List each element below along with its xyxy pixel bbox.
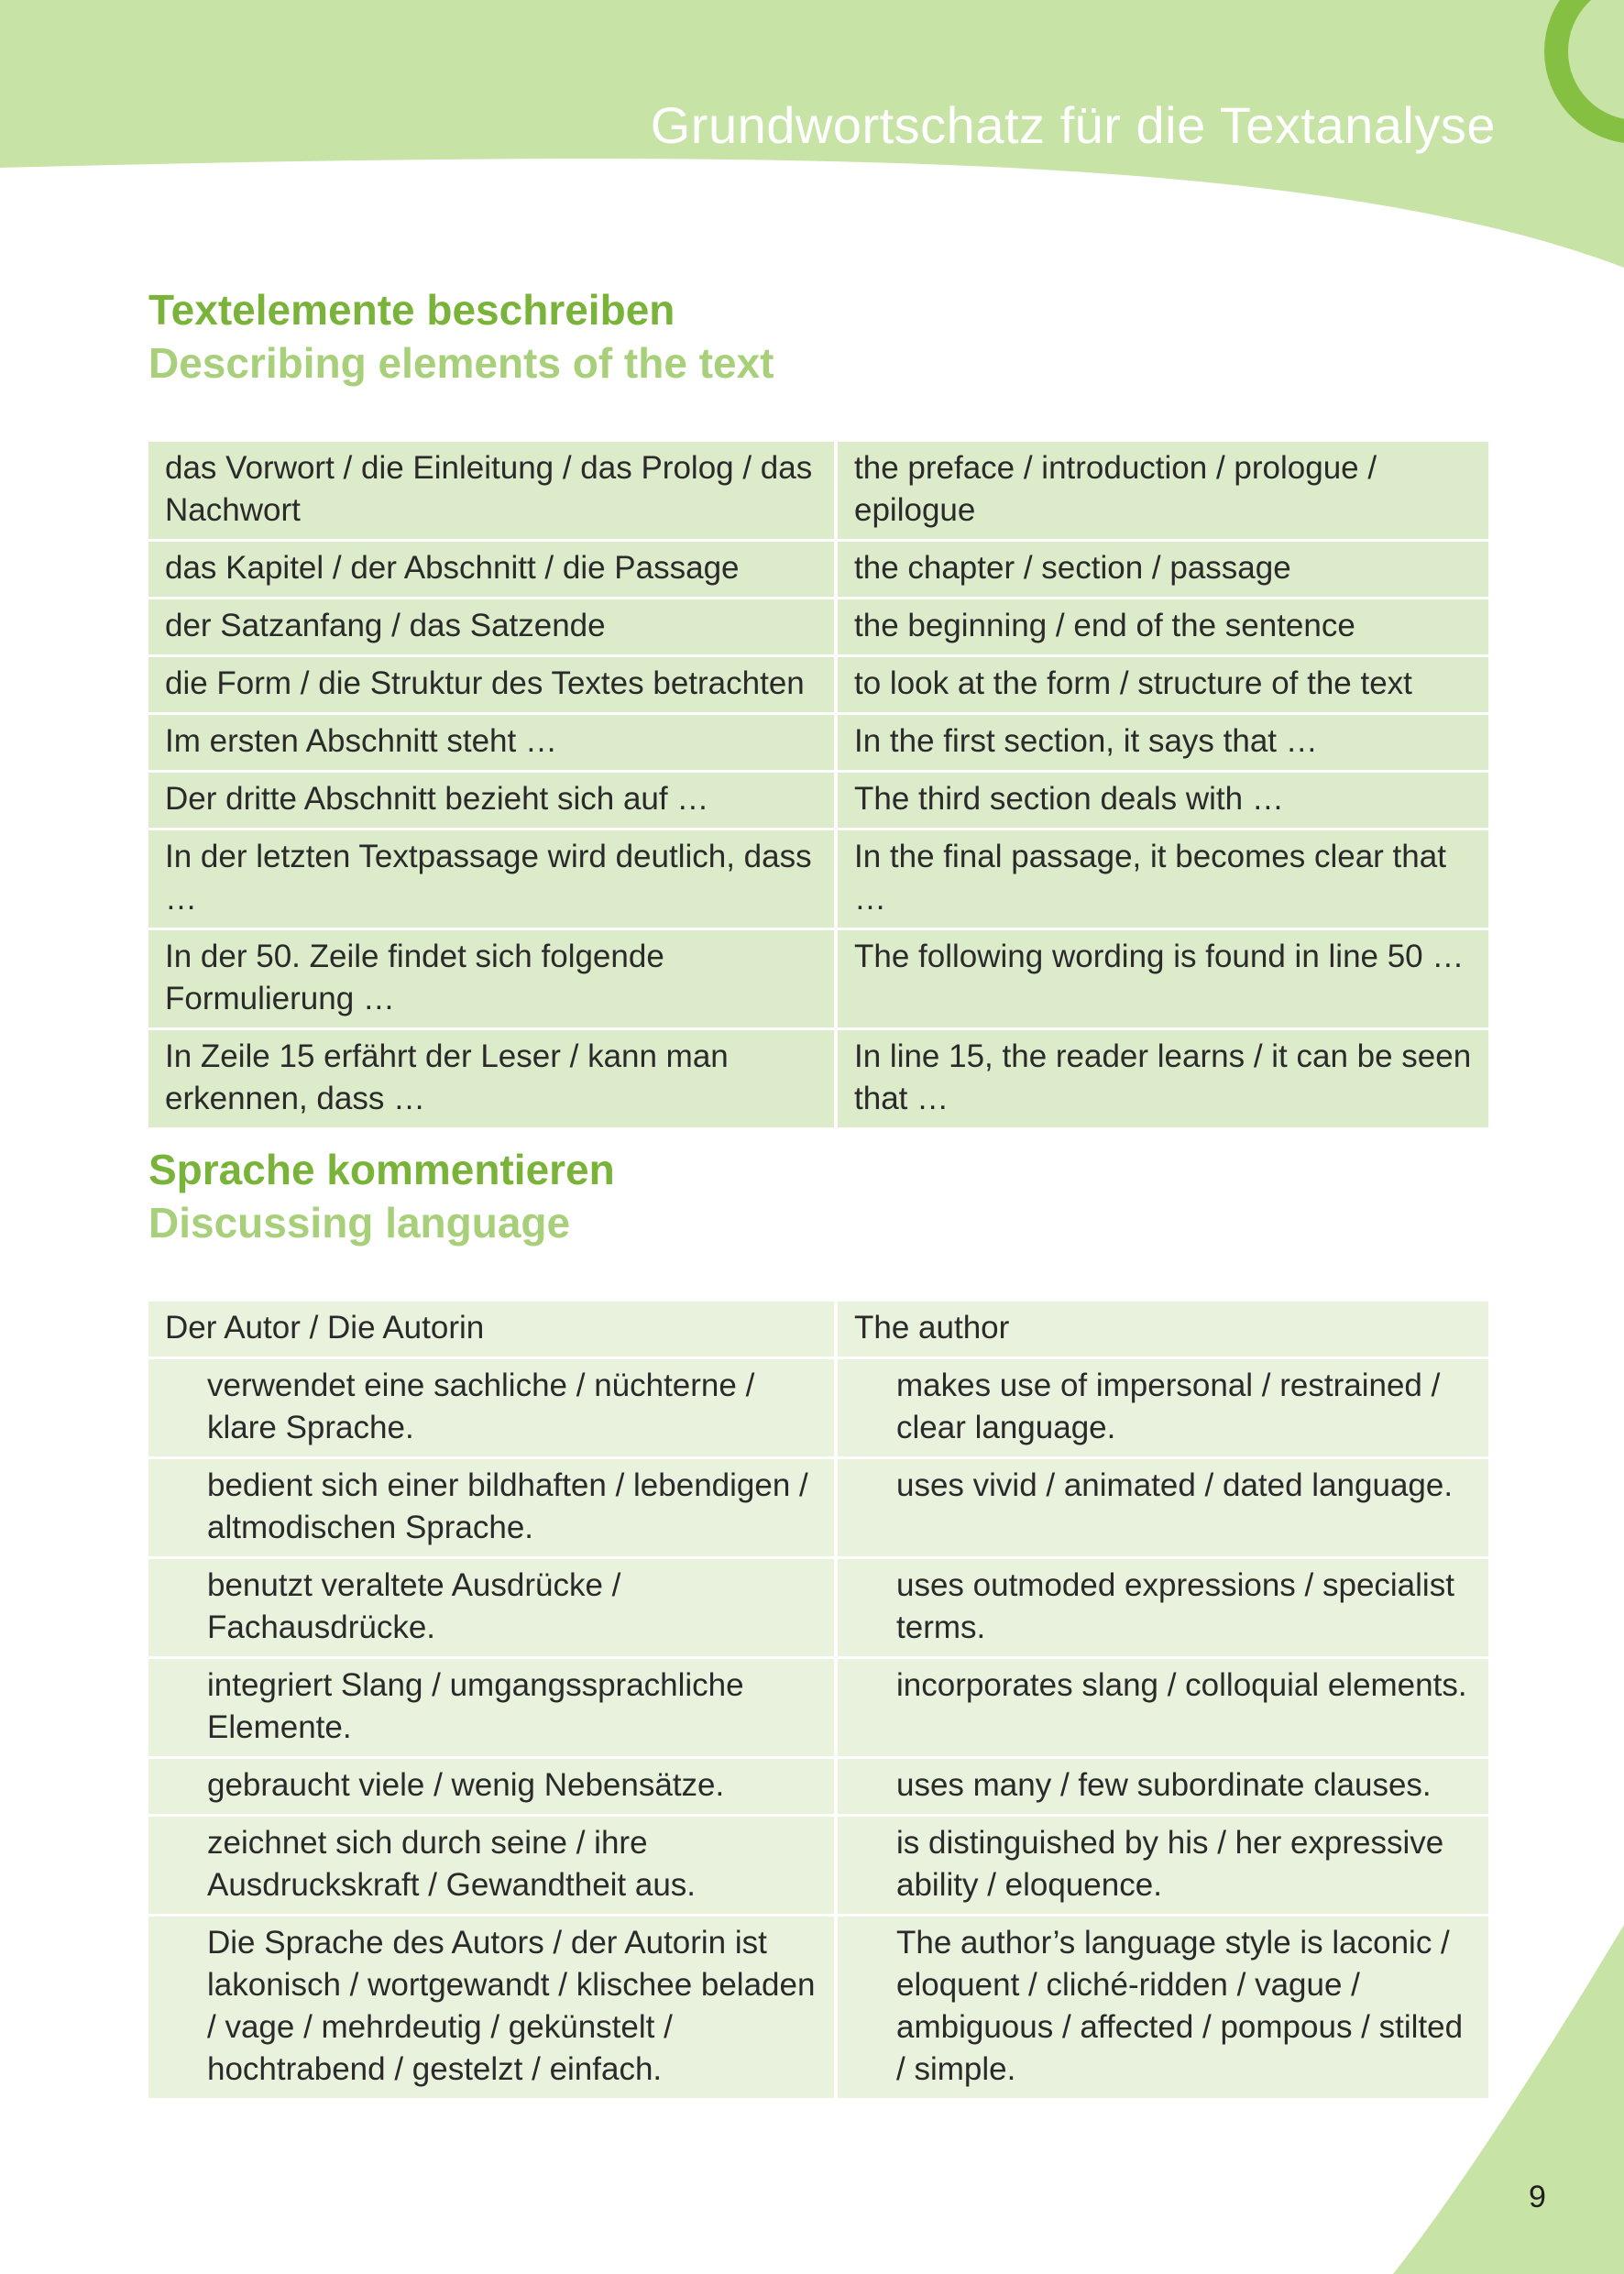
table-row [148,1359,1488,1456]
cell-en: the preface / introduction / prologue / epilogue [838,442,1488,539]
cell-en: incorporates slang / colloquial elements. [838,1659,1488,1756]
cell-de: In der letzten Textpassage wird deutlich, dass … [148,830,838,928]
table-row [148,715,1488,770]
page-number: 9 [1529,2180,1546,2214]
table-header-row [148,1302,1488,1357]
table-row [148,773,1488,828]
cell-en: is distinguished by his / her expressive ability / eloquence. [838,1817,1488,1914]
section-heading-language [148,1143,615,1249]
cell-de: das Kapitel / der Abschnitt / die Passage [148,542,838,597]
cell-de: der Satzanfang / das Satzende [148,599,838,654]
table-row [148,442,1488,539]
cell-en: uses vivid / animated / dated language. [838,1459,1488,1556]
table-row [148,599,1488,654]
vocab-table-text-elements [148,439,1488,1130]
table-row [148,1917,1488,2098]
cell-de: In der 50. Zeile findet sich folgende Formulierung … [148,930,838,1027]
table-row [148,830,1488,928]
section-heading-de: Textelemente beschreiben [148,286,675,334]
cell-de: Der dritte Abschnitt bezieht sich auf … [148,773,838,828]
cell-en: the chapter / section / passage [838,542,1488,597]
cell-de: In Zeile 15 erfährt der Leser / kann man erkennen, dass … [148,1030,838,1127]
cell-de: die Form / die Struktur des Textes betrachten [148,657,838,712]
section-heading-de: Sprache kommentieren [148,1146,615,1193]
cell-en: The author’s language style is laconic / eloquent / cliché-ridden / vague / ambiguous / affected / pompous / stilted / simple. [838,1917,1488,2098]
cell-en: to look at the form / structure of the text [838,657,1488,712]
cell-de: Im ersten Abschnitt steht … [148,715,838,770]
vocab-table-language [148,1299,1488,2101]
cell-en: uses outmoded expressions / specialist terms. [838,1559,1488,1656]
table-row [148,930,1488,1027]
cell-de: bedient sich einer bildhaften / lebendigen / altmodischen Sprache. [148,1459,838,1556]
cell-de: gebraucht viele / wenig Nebensätze. [148,1759,838,1814]
cell-en: In the final passage, it becomes clear that … [838,830,1488,928]
cell-en: In line 15, the reader learns / it can be seen that … [838,1030,1488,1127]
table-row [148,542,1488,597]
table-row [148,1817,1488,1914]
cell-en: The following wording is found in line 50 … [838,930,1488,1027]
table-row [148,1559,1488,1656]
table-row [148,1459,1488,1556]
table-row [148,1659,1488,1756]
page-title: Grundwortschatz für die Textanalyse [650,96,1496,154]
cell-en: the beginning / end of the sentence [838,599,1488,654]
cell-en: In the first section, it says that … [838,715,1488,770]
table-row [148,1030,1488,1127]
cell-de: benutzt veraltete Ausdrücke / Fachausdrücke. [148,1559,838,1656]
cell-de: integriert Slang / umgangssprachliche Elemente. [148,1659,838,1756]
cell-de: Der Autor / Die Autorin [148,1302,838,1357]
section-heading-en: Discussing language [148,1199,571,1247]
cell-de: zeichnet sich durch seine / ihre Ausdruckskraft / Gewandtheit aus. [148,1817,838,1914]
table-row [148,657,1488,712]
table-row [148,1759,1488,1814]
cell-de: das Vorwort / die Einleitung / das Prolog / das Nachwort [148,442,838,539]
cell-de: verwendet eine sachliche / nüchterne / klare Sprache. [148,1359,838,1456]
section-heading-en: Describing elements of the text [148,339,774,387]
cell-en: The author [838,1302,1488,1357]
cell-en: makes use of impersonal / restrained / clear language. [838,1359,1488,1456]
section-heading-describing [148,283,774,390]
cell-en: uses many / few subordinate clauses. [838,1759,1488,1814]
cell-de: Die Sprache des Autors / der Autorin ist lakonisch / wortgewandt / klischee beladen / vage / mehrdeutig / gekünstelt / hochtrabend / gestelzt / einfach. [148,1917,838,2098]
cell-en: The third section deals with … [838,773,1488,828]
